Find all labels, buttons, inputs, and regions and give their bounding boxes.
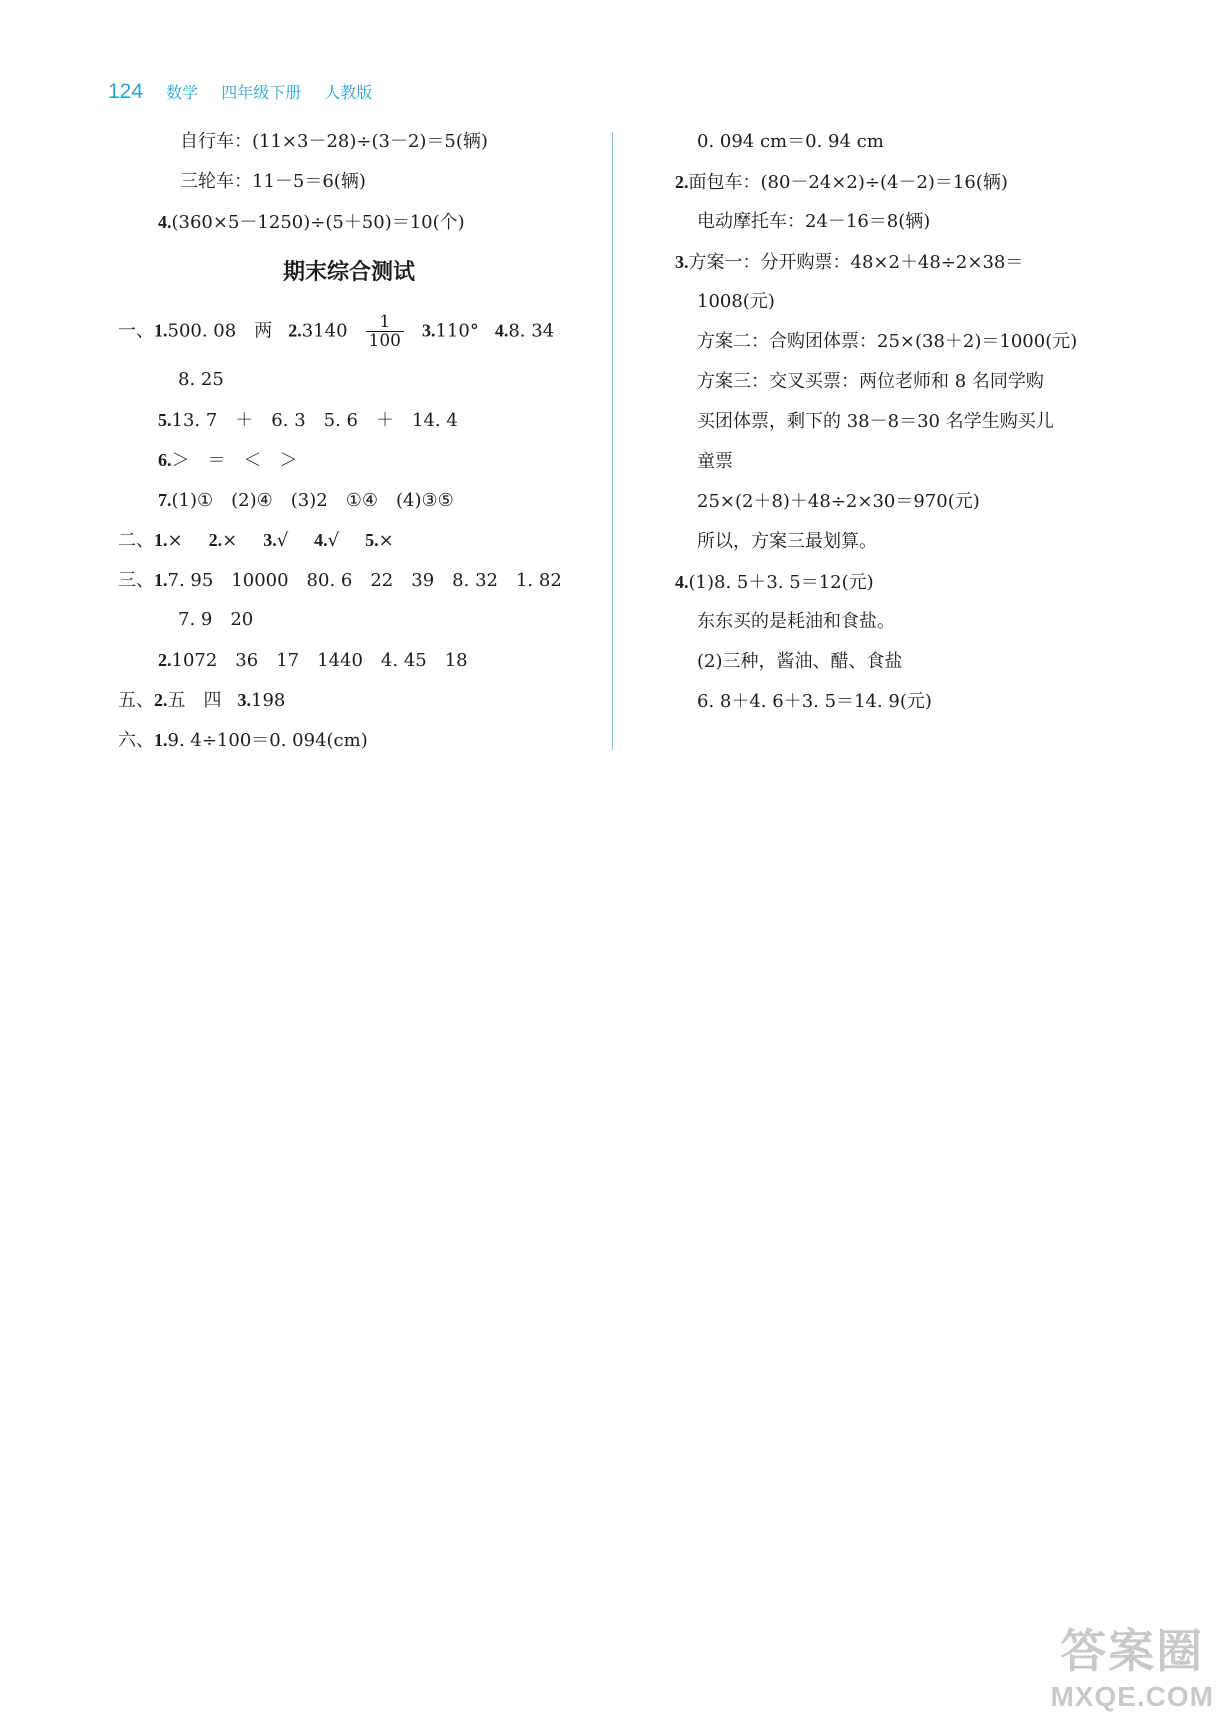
question-number: 7. <box>158 490 172 510</box>
answer-text: 110° <box>435 320 479 342</box>
question-number: 2. <box>675 172 689 192</box>
answer-text: √ <box>276 530 289 551</box>
answer-text: 1072 36 17 1440 4. 45 18 <box>171 650 468 671</box>
answer-text: √ <box>327 530 340 551</box>
subject-label: 数学 <box>166 83 199 102</box>
answer-text: 9. 4÷100＝0. 094(cm) <box>167 730 368 751</box>
part-prefix: 五、 <box>118 690 154 711</box>
question-number: 5. <box>158 410 172 430</box>
question-number: 3. <box>675 252 689 272</box>
answer-text: × <box>378 530 394 551</box>
question-number: 6. <box>158 450 172 470</box>
question-number: 4. <box>158 212 172 232</box>
part1-question-5 <box>158 409 458 432</box>
section-title: 期末综合测试 <box>283 260 416 285</box>
right-question-3-line7: 25×(2＋8)＋48÷2×30＝970(元) <box>697 491 980 512</box>
question-number: 4. <box>494 320 509 341</box>
edition-label: 人教版 <box>324 83 373 102</box>
right-line-conversion: 0. 094 cm＝0. 94 cm <box>697 131 884 152</box>
part5-row <box>118 689 285 712</box>
right-question-4 <box>675 571 874 594</box>
question-number: 2. <box>288 320 302 341</box>
question-number: 3. <box>421 320 436 341</box>
fraction-denominator: 100 <box>368 331 401 351</box>
right-question-3-line8: 所以，方案三最划算。 <box>697 531 877 552</box>
answer-text: × <box>222 530 238 551</box>
part3-question-2 <box>158 649 468 672</box>
part-prefix: 三、 <box>118 570 154 591</box>
answer-text: (1)① (2)④ (3)2 ①④ (4)③⑤ <box>171 490 454 511</box>
part3-question-1 <box>118 569 562 592</box>
grade-label: 四年级下册 <box>221 83 302 102</box>
right-question-2-continued: 电动摩托车：24－16＝8(辆) <box>697 211 931 232</box>
right-question-4-line3: (2)三种，酱油、醋、食盐 <box>697 651 903 672</box>
part6-row <box>118 729 368 752</box>
question-number: 2. <box>208 530 223 550</box>
part3-question-1-continued: 7. 9 20 <box>178 609 254 630</box>
right-question-3-line6: 童票 <box>697 451 733 472</box>
right-question-3-line3: 方案二：合购团体票：25×(38＋2)＝1000(元) <box>697 331 1078 352</box>
right-question-4-line4: 6. 8＋4. 6＋3. 5＝14. 9(元) <box>697 691 932 712</box>
question-number: 5. <box>365 530 379 550</box>
answer-text: 面包车：(80－24×2)÷(4－2)＝16(辆) <box>688 172 1008 193</box>
question-number: 1. <box>154 530 168 550</box>
fraction-numerator: 1 <box>366 313 404 332</box>
right-question-3-line2: 1008(元) <box>697 291 775 312</box>
part1-question-6 <box>158 449 298 472</box>
answer-text: 13. 7 ＋ 6. 3 5. 6 ＋ 14. 4 <box>171 410 458 431</box>
page-header <box>108 80 390 110</box>
question-number: 4. <box>314 530 328 550</box>
right-question-3-line5: 买团体票，剩下的 38－8＝30 名学生购买儿 <box>697 411 1054 432</box>
part2-row <box>118 529 394 552</box>
left-question-4 <box>158 211 465 234</box>
answer-text: 500. 08 两 <box>167 320 273 342</box>
part-prefix: 二、 <box>118 530 154 551</box>
part-prefix: 六、 <box>118 730 154 751</box>
watermark-title: 答案圈 <box>1060 1624 1205 1678</box>
right-question-4-line2: 东东买的是耗油和食盐。 <box>697 611 895 632</box>
question-number: 3. <box>237 690 251 710</box>
right-question-3-line4: 方案三：交叉买票：两位老师和 8 名同学购 <box>697 371 1044 392</box>
left-line-bicycle: 自行车：(11×3－28)÷(3－2)＝5(辆) <box>180 131 488 152</box>
part1-question-7 <box>158 489 454 512</box>
answer-text: 7. 95 10000 80. 6 22 39 8. 32 1. 82 <box>167 570 562 591</box>
answer-text: 3140 <box>301 320 348 342</box>
question-number: 1. <box>154 570 168 590</box>
page-number: 124 <box>108 80 144 103</box>
question-number: 2. <box>154 690 168 710</box>
question-number: 1. <box>154 730 168 750</box>
answer-text: 五 四 <box>167 690 222 711</box>
question-number: 1. <box>154 320 168 341</box>
answer-text: 8. 34 <box>508 320 555 342</box>
watermark-url: MXQE.COM <box>1050 1681 1214 1712</box>
part1-row1 <box>118 313 554 350</box>
right-question-3 <box>675 251 1023 274</box>
part1-row1-continued: 8. 25 <box>178 369 224 390</box>
left-line-tricycle: 三轮车：11－5＝6(辆) <box>180 171 366 192</box>
question-number: 2. <box>158 650 172 670</box>
answer-text: (1)8. 5＋3. 5＝12(元) <box>688 572 874 593</box>
answer-text: (360×5－1250)÷(5＋50)＝10(个) <box>171 212 465 233</box>
answer-text: 方案一：分开购票：48×2＋48÷2×38＝ <box>688 252 1024 273</box>
right-question-2 <box>675 171 1008 194</box>
watermark-logo <box>1050 1615 1214 1713</box>
part-prefix: 一、 <box>118 320 154 342</box>
column-divider <box>612 132 613 750</box>
fraction <box>366 313 404 350</box>
question-number: 3. <box>263 530 277 550</box>
question-number: 4. <box>675 572 689 592</box>
answer-text: 198 <box>251 690 286 711</box>
answer-text: × <box>167 530 183 551</box>
answer-text: ＞ ＝ ＜ ＞ <box>171 450 298 471</box>
